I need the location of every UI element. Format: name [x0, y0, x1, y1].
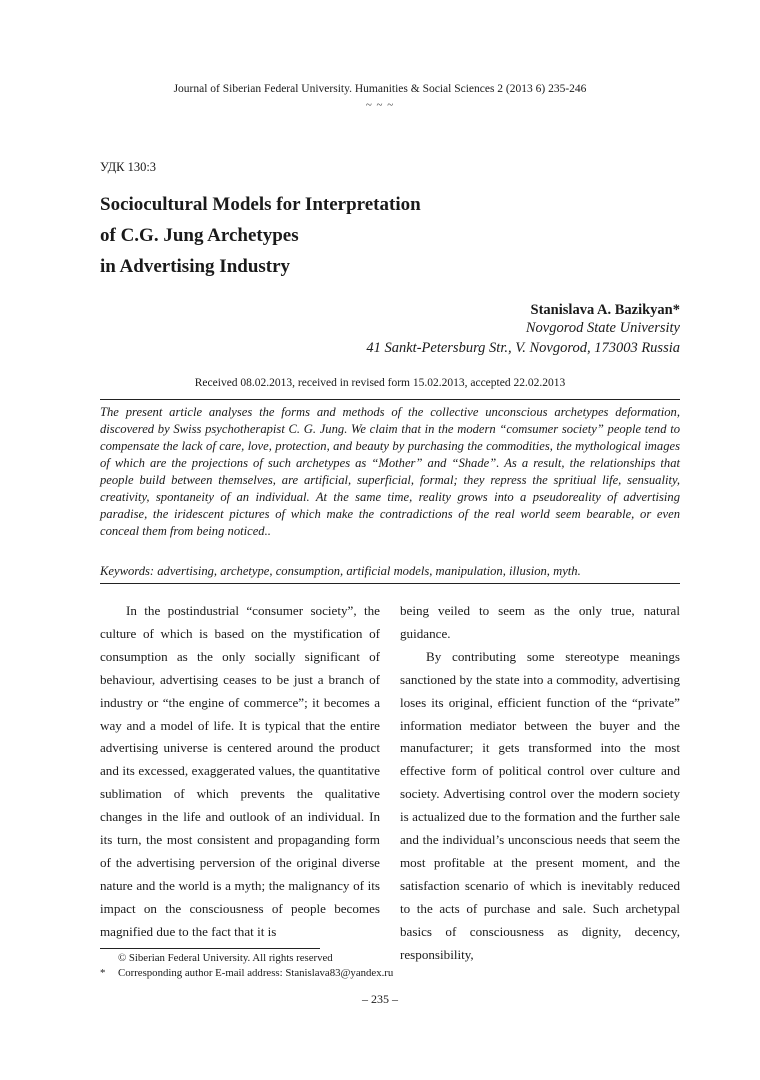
- received-dates: Received 08.02.2013, received in revised form 15.02.2013, accepted 22.02.2013: [194, 377, 566, 389]
- footnote-marker: *: [100, 967, 106, 979]
- header-separator: ~ ~ ~: [365, 99, 395, 111]
- body-paragraph: In the postindustrial “consumer society”, the culture of which is based on the mystification of consumption as the only socially significant of behaviour, advertising ceases to be just a branch of industry or “the engine of commerce”; it becomes a way and a model of life. It is typical that the entire advertising universe is centered around the product and its excessed, exaggerated values, the quantitative sublimation of which prevents the qualitative changes in the life and outlook of an individual. In its turn, the most consistent and propaganding form of the advertising perversion of the original diverse nature and the world is a myth; the malignancy of its impact on the consciousness of people becomes magnified due to the fact that it is: [100, 603, 380, 939]
- body-column-right: [400, 600, 680, 967]
- udc-code: УДК 130:3: [100, 160, 157, 174]
- abstract-bottom-rule: [100, 583, 680, 584]
- title-line-1: Sociocultural Models for Interpretation: [100, 194, 421, 215]
- journal-header: Journal of Siberian Federal University. Humanities & Social Sciences 2 (2013 6) 235-246: [173, 83, 587, 95]
- author-address: 41 Sankt-Petersburg Str., V. Novgorod, 173003 Russia: [366, 340, 680, 356]
- body-paragraph: By contributing some stereotype meanings sanctioned by the state into a commodity, advertising loses its original, efficient function of the “private” information mediator between the buyer and the manufacturer; it gets transformed into the most effective form of political control over culture and society. Advertising control over the modern society is actualized due to the formation and the further sale and the individual’s unconscious needs that seem the most profitable at the present moment, and the satisfaction scenario of which is inevitably reduced to the acts of purchase and sale. Such archetypal basics of consciousness as dignity, decency, responsibility,: [400, 648, 680, 962]
- page-number: – 235 –: [362, 992, 398, 1006]
- corresponding-author-footnote: Corresponding author E-mail address: Stanislava83@yandex.ru: [118, 967, 394, 979]
- keywords: Keywords: advertising, archetype, consumption, artificial models, manipulation, illusion, myth.: [100, 564, 581, 578]
- author-name: Stanislava A. Bazikyan*: [530, 302, 680, 318]
- body-paragraph: being veiled to seem as the only true, natural guidance.: [400, 603, 680, 641]
- abstract-top-rule: [100, 399, 680, 400]
- title-line-3: in Advertising Industry: [100, 256, 291, 277]
- footnote-rule: [100, 948, 320, 949]
- abstract: The present article analyses the forms and methods of the collective unconscious archetypes deformation, discovered by Swiss psychotherapist C. G. Jung. We claim that in the modern “comsumer society” people tend to compensate the lack of care, love, protection, and beauty by purchasing the commodities, the mythological images of which are the projections of such archetypes as “Mother” and “Shade”. As a result, the relationships that people build between themselves, are artificial, superficial, formal; they repress the spritiual life, sensuality, creativity, spontaneity of an individual. At the same time, reality grows into a pseudoreality of advertising paradise, the iridescent pictures of which make the contradictions of the real world seem bearable, or even conceal them from being noticed..: [100, 405, 680, 538]
- author-institution: Novgorod State University: [525, 320, 680, 336]
- body-column-left: [100, 600, 380, 944]
- title-line-2: of C.G. Jung Archetypes: [100, 225, 299, 246]
- copyright-footnote: © Siberian Federal University. All rights reserved: [118, 952, 333, 964]
